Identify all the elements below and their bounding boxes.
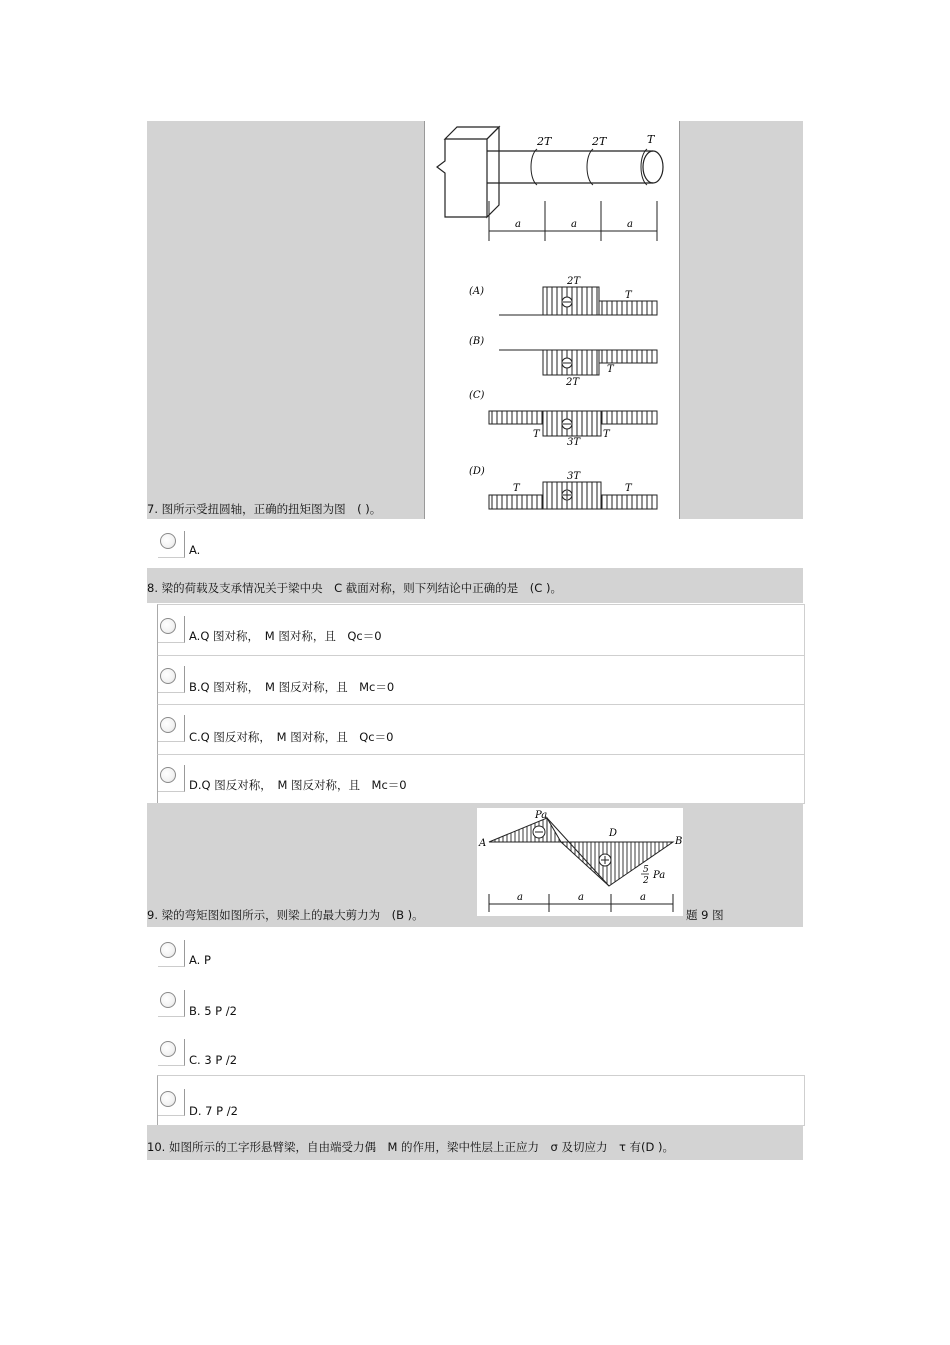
q7-diagram-d-left: T <box>513 483 520 494</box>
q8-question-text: 8. 梁的荷载及支承情况关于梁中央 C 截面对称，则下列结论中正确的是 (C )。 <box>147 581 562 595</box>
q9-seg-a1: a <box>517 892 523 903</box>
q8-option-d-label: D.Q 图反对称， M 图反对称，且 Mc＝0 <box>189 778 407 792</box>
q8-option-a-radio[interactable] <box>160 618 176 634</box>
q10-question-text: 10. 如图所示的工字形悬臂梁，自由端受力偶 M 的作用，梁中性层上正应力 σ 及切应力 τ 有(D )。 <box>147 1140 675 1154</box>
q7-figure <box>424 121 680 519</box>
q7-diagram-a-label: (A) <box>469 286 485 297</box>
q9-option-c-label: C. 3 P /2 <box>189 1053 238 1067</box>
q9-two: 2 <box>643 876 649 886</box>
q9-option-a-radio[interactable] <box>160 942 176 958</box>
q9-seg-a3: a <box>640 892 646 903</box>
q7-question-text: 7. 图所示受扭圆轴，正确的扭矩图为图 ( )。 <box>147 502 382 516</box>
q7-diagram-c-mid: 3T <box>567 437 581 448</box>
q8-option-d-radio[interactable] <box>160 767 176 783</box>
q8-option-a-label: A.Q 图对称， M 图对称，且 Qc＝0 <box>189 629 382 643</box>
q7-diagram-d-right: T <box>625 483 632 494</box>
q7-diagram-d-top: 3T <box>567 471 581 482</box>
q7-diagram-c-label: (C) <box>469 390 485 401</box>
q9-option-d-radio[interactable] <box>160 1091 176 1107</box>
q9-option-b-radio[interactable] <box>160 992 176 1008</box>
q9-point-b: B <box>675 836 683 847</box>
q8-option-c-radio[interactable] <box>160 717 176 733</box>
q9-option-c-radio[interactable] <box>160 1041 176 1057</box>
q7-seg-a1: a <box>515 219 521 230</box>
q7-torque-3: T <box>647 133 655 146</box>
q9-point-d: D <box>609 828 618 839</box>
q9-pa2-label: Pa <box>653 870 666 881</box>
q7-diagram-b-right: T <box>607 364 614 375</box>
q7-diagram-c-left: T <box>533 429 540 440</box>
q8-option-b-radio[interactable] <box>160 668 176 684</box>
q9-question-text: 9. 梁的弯矩图如图所示，则梁上的最大剪力为 (B )。 <box>147 908 424 922</box>
q9-option-a-label: A. P <box>189 953 211 967</box>
q9-seg-a2: a <box>578 892 584 903</box>
q9-option-b-label: B. 5 P /2 <box>189 1004 237 1018</box>
q7-diagram-c-right: T <box>603 429 610 440</box>
q9-caption: 题 9 图 <box>686 908 724 922</box>
q7-option-a-radio[interactable] <box>160 533 176 549</box>
q7-diagram-a-right: T <box>625 290 632 301</box>
q7-torque-2: 2T <box>592 135 607 148</box>
q9-option-d-row[interactable] <box>157 1075 805 1126</box>
q7-diagram-a-top: 2T <box>567 276 581 287</box>
q9-option-d-label: D. 7 P /2 <box>189 1104 238 1118</box>
torsion-shaft-diagram <box>425 121 679 519</box>
q7-diagram-d-label: (D) <box>469 466 485 477</box>
q8-option-b-label: B.Q 图对称， M 图反对称，且 Mc＝0 <box>189 680 395 694</box>
q9-figure <box>477 808 683 916</box>
q7-diagram-b-label: (B) <box>469 336 485 347</box>
q9-pa-label: Pa <box>535 810 548 821</box>
q7-torque-1: 2T <box>537 135 552 148</box>
q9-point-a: A <box>479 838 487 849</box>
q7-option-a-label: A. <box>189 543 201 557</box>
q8-option-c-label: C.Q 图反对称， M 图对称，且 Qc＝0 <box>189 730 394 744</box>
q7-seg-a2: a <box>571 219 577 230</box>
q7-seg-a3: a <box>627 219 633 230</box>
bending-moment-diagram <box>477 808 683 916</box>
q9-five: 5 <box>643 865 649 875</box>
q7-diagram-b-bottom: 2T <box>566 377 580 388</box>
